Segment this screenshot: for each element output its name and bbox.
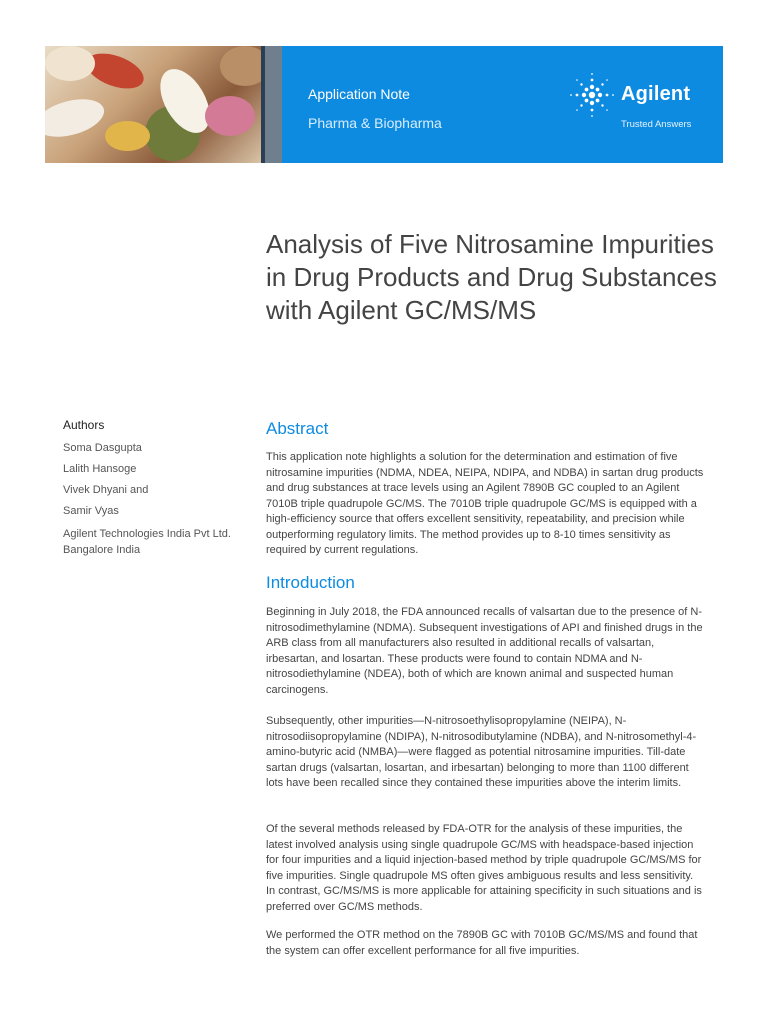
header-banner xyxy=(45,46,723,163)
intro-paragraph: Beginning in July 2018, the FDA announced recalls of valsartan due to the presence of N-nitrosodimethylamine (NDMA). Subsequent investigations of API and finished drugs in the ARB class from all manufacturers also resulted in additional recalls of valsartan, irbesartan, and losartan. These products were found to contain NDMA and N-nitrosodiethylamine (NDEA), both of which are known animal and suspected human carcinogens. xyxy=(266,606,703,696)
author-name: Samir Vyas xyxy=(63,505,119,517)
document-title: Analysis of Five Nitrosamine Impurities in Drug Products and Drug Substances with Agilent GC/MS/MS xyxy=(266,229,717,325)
logo-tagline: Trusted Answers xyxy=(621,119,692,130)
author-affiliation: Agilent Technologies India Pvt Ltd. Bangalore India xyxy=(63,528,231,556)
pills-photo xyxy=(45,46,261,163)
document-type: Application Note xyxy=(308,86,410,102)
market-segment: Pharma & Biopharma xyxy=(308,115,442,131)
intro-paragraph: Of the several methods released by FDA-OTR for the analysis of these impurities, the latest involved analysis using single quadrupole GC/MS with headspace-based injection for four impurities and a liquid injection-based method by triple quadrupole GC/MS/MS for five impurities. Single quadrupole MS often gives ambiguous results and less sensitivity. In contrast, GC/MS/MS is more applicable for attaining specificity in such situations and is preferred over GC/MS methods. xyxy=(266,823,702,913)
author-name: Vivek Dhyani and xyxy=(63,484,149,496)
agilent-spark-icon xyxy=(569,70,615,120)
banner-blue-panel xyxy=(282,46,723,163)
author-name: Lalith Hansoge xyxy=(63,463,137,475)
abstract-heading: Abstract xyxy=(266,419,329,438)
logo-wordmark: Agilent xyxy=(621,83,691,105)
introduction-heading: Introduction xyxy=(266,573,355,592)
intro-paragraph: Subsequently, other impurities—N-nitrosoethylisopropylamine (NEIPA), N-nitrosodiisopropylamine (NDIPA), N-nitrosodibutylamine (NDBA), and N-nitrosomethyl-4-amino-butyric acid (NMBA)—were flagged as potential nitrosamine impurities. Till-date sartan drugs (valsartan, losartan, and irbesartan) belonging to more than 1100 different lots have been recalled since they contained these impurities above the interim limits. xyxy=(266,715,697,789)
banner-divider-gray xyxy=(265,46,282,163)
agilent-logo xyxy=(569,70,699,130)
intro-paragraph: We performed the OTR method on the 7890B GC with 7010B GC/MS/MS and found that the system can offer excellent performance for all five impurities. xyxy=(266,929,698,957)
abstract-text: This application note highlights a solution for the determination and estimation of five nitrosamine impurities (NDMA, NDEA, NEIPA, NDIPA, and NDBA) in sartan drug products and drug substances at trace levels using an Agilent 7890B GC coupled to an Agilent 7010B triple quadrupole GC/MS. The 7010B triple quadrupole GC/MS is equipped with a high-efficiency source that offers excellent sensitivity, repeatability, and precision while outperforming regulatory limits. The method provides up to 8-10 times sensitivity as required by current regulations. xyxy=(266,451,704,556)
authors-heading: Authors xyxy=(63,418,105,432)
author-name: Soma Dasgupta xyxy=(63,442,142,454)
